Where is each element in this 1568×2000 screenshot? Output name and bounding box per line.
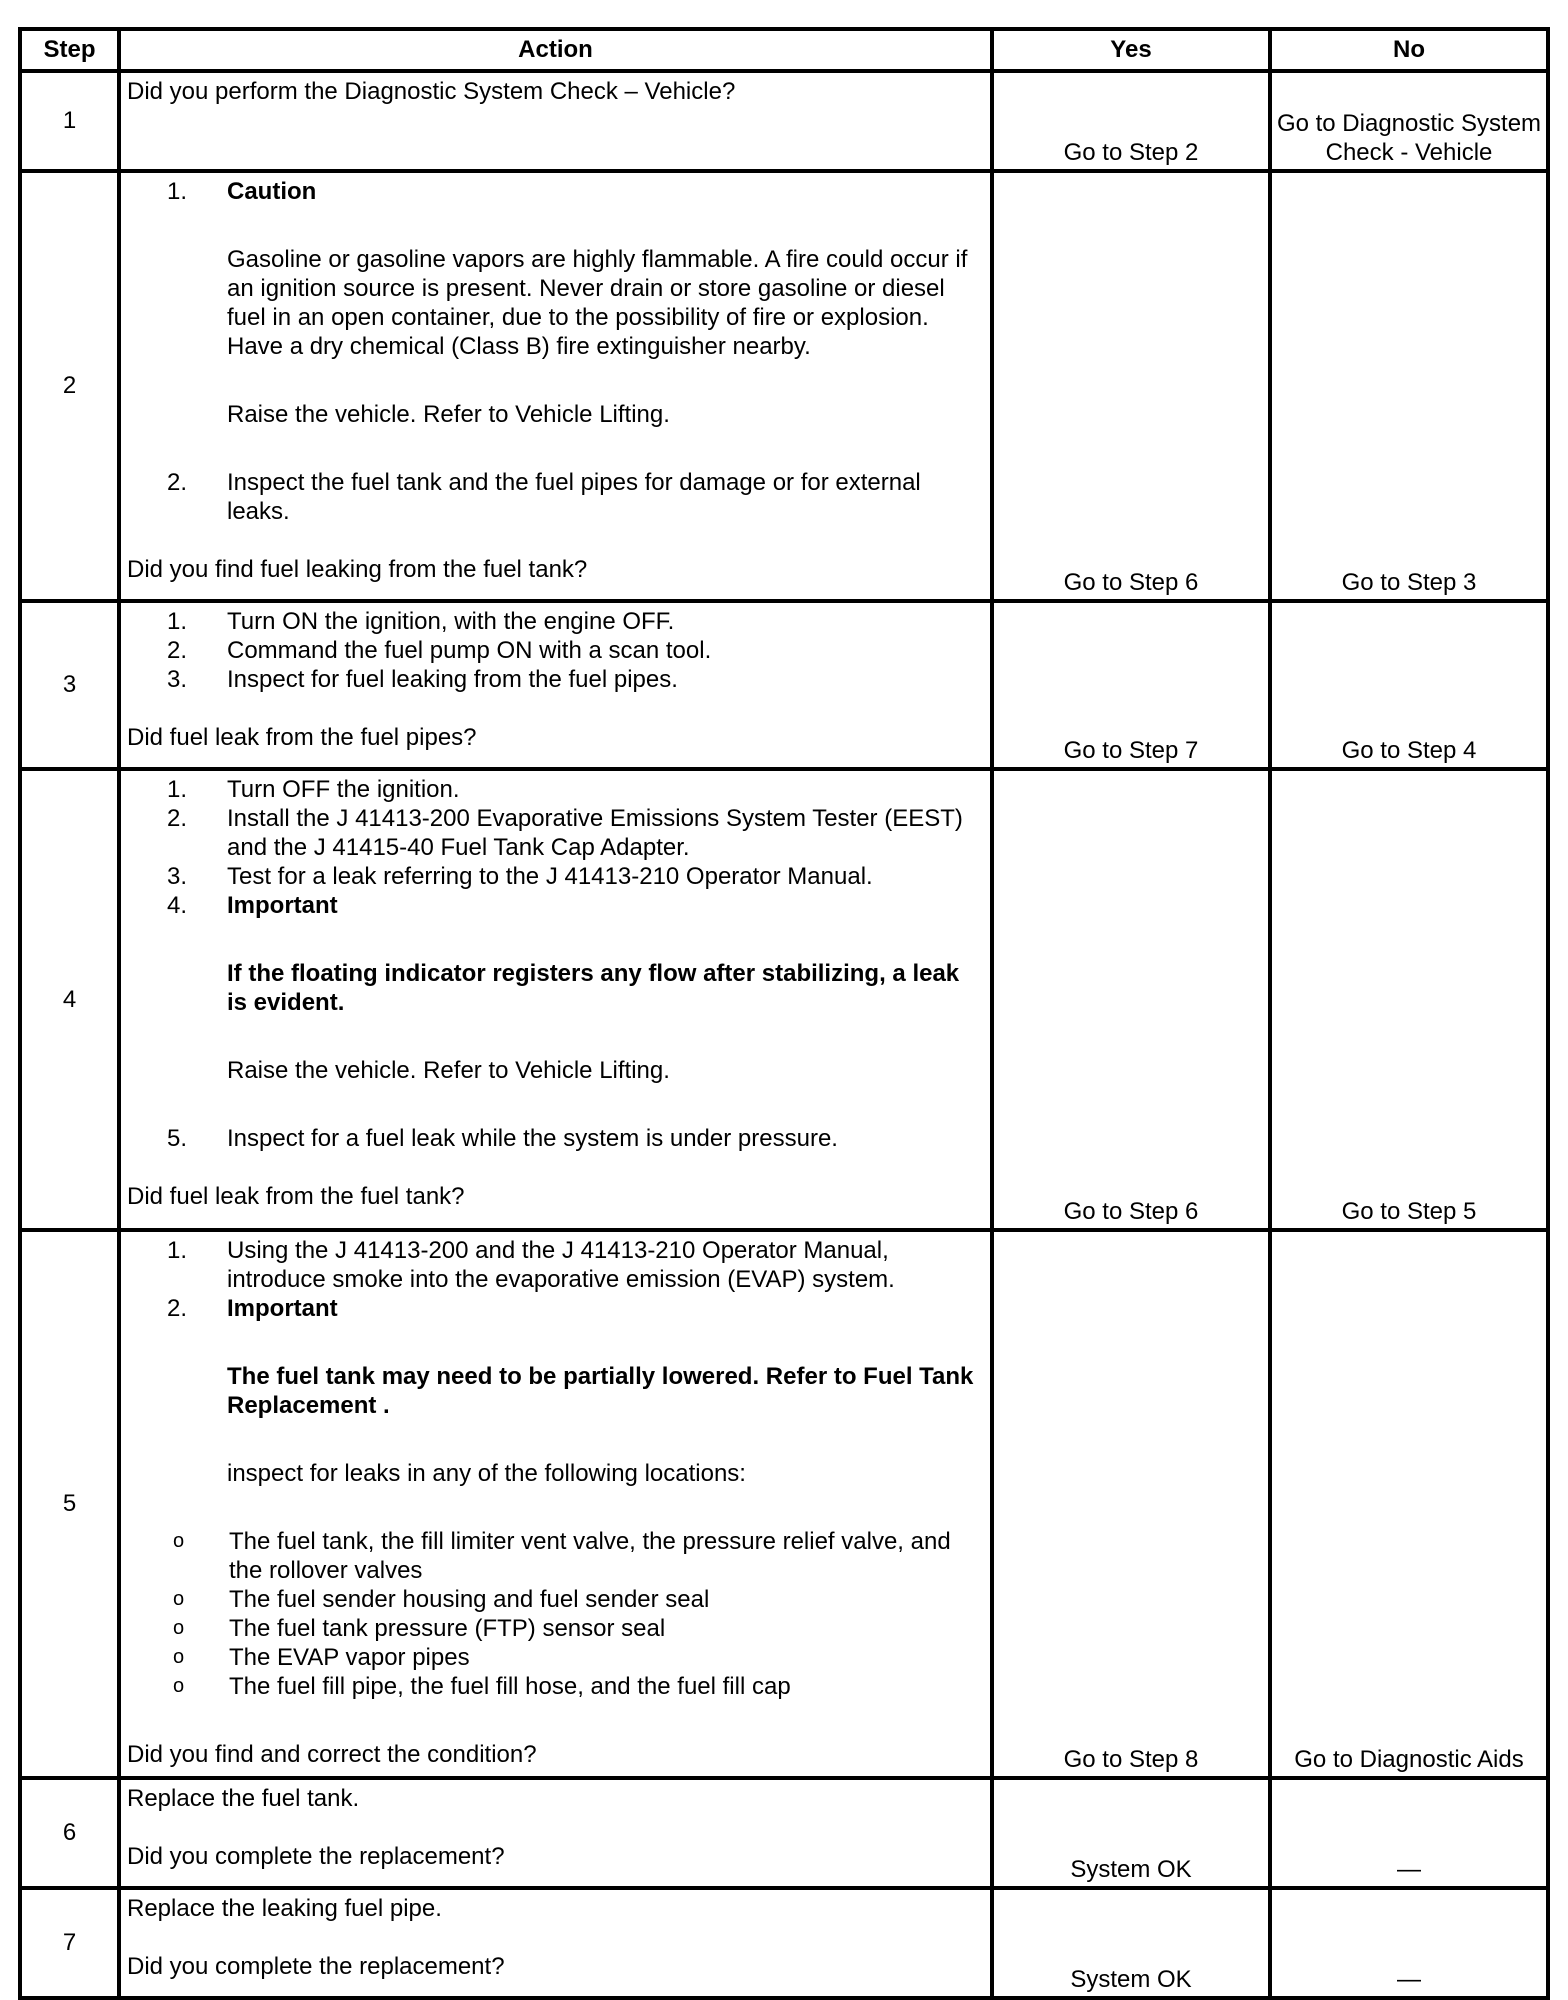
instruction-text: Turn ON the ignition, with the engine OFF. xyxy=(227,608,675,635)
list-item xyxy=(127,862,976,891)
bullet-icon: o xyxy=(173,1617,185,1639)
item-number: 3. xyxy=(167,863,188,890)
step-number: 7 xyxy=(20,1888,119,1998)
instruction-list xyxy=(127,1236,976,1527)
instruction-text: Inspect the fuel tank and the fuel pipes for damage or for external leaks. xyxy=(227,469,921,525)
no-cell: — xyxy=(1270,1778,1548,1888)
item-number: 2. xyxy=(167,637,188,664)
question: Did you find fuel leaking from the fuel tank? xyxy=(127,556,588,583)
location-item xyxy=(127,1672,976,1701)
instruction-list xyxy=(127,775,976,1153)
location-text: The fuel tank, the fill limiter vent valve, the pressure relief valve, and the rollover valves xyxy=(229,1528,951,1584)
important-title: Important xyxy=(227,1295,338,1322)
table-row-step-1 xyxy=(20,71,1548,171)
step-number: 3 xyxy=(20,601,119,769)
location-item xyxy=(127,1643,976,1672)
item-number: 2. xyxy=(167,1295,188,1322)
question: Did you find and correct the condition? xyxy=(127,1741,537,1768)
instruction-text: Command the fuel pump ON with a scan tool. xyxy=(227,637,712,664)
instruction-list xyxy=(127,177,976,526)
caution-title: Caution xyxy=(227,178,317,205)
list-item xyxy=(127,1124,976,1153)
list-item xyxy=(127,607,976,636)
yes-cell: System OK xyxy=(992,1888,1270,1998)
list-item xyxy=(127,1236,976,1294)
instruction-text: Raise the vehicle. Refer to Vehicle Lifting. xyxy=(227,1057,670,1084)
table-row-step-3 xyxy=(20,601,1548,769)
action-cell xyxy=(119,601,992,769)
no-cell: Go to Step 5 xyxy=(1270,769,1548,1230)
question: Did you complete the replacement? xyxy=(127,1953,505,1980)
instruction-text: Turn OFF the ignition. xyxy=(227,776,460,803)
location-text: The EVAP vapor pipes xyxy=(229,1644,470,1671)
important-text: If the floating indicator registers any flow after stabilizing, a leak is evident. xyxy=(227,960,960,1016)
item-number: 1. xyxy=(167,608,188,635)
item-number: 1. xyxy=(167,776,188,803)
instruction-text: Inspect for fuel leaking from the fuel pipes. xyxy=(227,666,678,693)
item-number: 4. xyxy=(167,892,188,919)
yes-cell: Go to Step 7 xyxy=(992,601,1270,769)
no-cell: — xyxy=(1270,1888,1548,1998)
location-list xyxy=(127,1527,976,1701)
table-row-step-5 xyxy=(20,1230,1548,1778)
no-cell: Go to Step 4 xyxy=(1270,601,1548,769)
item-number: 5. xyxy=(167,1125,188,1152)
header-yes: Yes xyxy=(992,29,1270,71)
instruction-text: Raise the vehicle. Refer to Vehicle Lifting. xyxy=(227,401,670,428)
action-cell xyxy=(119,769,992,1230)
instruction-text: Replace the fuel tank. xyxy=(127,1785,360,1812)
item-number: 3. xyxy=(167,666,188,693)
list-item xyxy=(127,468,976,526)
question: Did fuel leak from the fuel tank? xyxy=(127,1183,465,1210)
action-cell xyxy=(119,1230,992,1778)
step-number: 2 xyxy=(20,171,119,601)
table-row-step-6 xyxy=(20,1778,1548,1888)
action-cell xyxy=(119,171,992,601)
location-item xyxy=(127,1585,976,1614)
instruction-text: inspect for leaks in any of the following locations: xyxy=(227,1460,746,1487)
action-cell xyxy=(119,1888,992,1998)
important-title: Important xyxy=(227,892,338,919)
list-item xyxy=(127,177,976,468)
no-cell: Go to Diagnostic System Check - Vehicle xyxy=(1270,71,1548,171)
instruction-text: Inspect for a fuel leak while the system is under pressure. xyxy=(227,1125,838,1152)
list-item xyxy=(127,804,976,862)
table-row-step-4 xyxy=(20,769,1548,1230)
yes-cell: Go to Step 2 xyxy=(992,71,1270,171)
item-number: 2. xyxy=(167,469,188,496)
yes-cell: Go to Step 6 xyxy=(992,171,1270,601)
header-action: Action xyxy=(119,29,992,71)
instruction-list xyxy=(127,607,976,694)
question: Did you complete the replacement? xyxy=(127,1843,505,1870)
bullet-icon: o xyxy=(173,1675,185,1697)
question: Did fuel leak from the fuel pipes? xyxy=(127,724,477,751)
yes-cell: Go to Step 8 xyxy=(992,1230,1270,1778)
item-number: 2. xyxy=(167,805,188,832)
header-step: Step xyxy=(20,29,119,71)
step-number: 6 xyxy=(20,1778,119,1888)
table-header-row xyxy=(20,29,1548,71)
list-item xyxy=(127,665,976,694)
location-text: The fuel sender housing and fuel sender seal xyxy=(229,1586,710,1613)
no-cell: Go to Diagnostic Aids xyxy=(1270,1230,1548,1778)
instruction-text: Test for a leak referring to the J 41413-210 Operator Manual. xyxy=(227,863,873,890)
location-text: The fuel fill pipe, the fuel fill hose, and the fuel fill cap xyxy=(229,1673,791,1700)
question: Did you perform the Diagnostic System Check – Vehicle? xyxy=(127,78,736,105)
bullet-icon: o xyxy=(173,1646,185,1668)
list-item xyxy=(127,636,976,665)
location-text: The fuel tank pressure (FTP) sensor seal xyxy=(229,1615,666,1642)
list-item xyxy=(127,891,976,1124)
header-no: No xyxy=(1270,29,1548,71)
bullet-icon: o xyxy=(173,1530,185,1552)
table-row-step-7 xyxy=(20,1888,1548,1998)
table-row-step-2 xyxy=(20,171,1548,601)
step-number: 4 xyxy=(20,769,119,1230)
important-text: The fuel tank may need to be partially lowered. Refer to Fuel Tank Replacement . xyxy=(227,1363,974,1419)
bullet-icon: o xyxy=(173,1588,185,1610)
location-item xyxy=(127,1527,976,1585)
step-number: 5 xyxy=(20,1230,119,1778)
yes-cell: System OK xyxy=(992,1778,1270,1888)
instruction-text: Install the J 41413-200 Evaporative Emissions System Tester (EEST) and the J 41415-40 Fuel Tank Cap Adapter. xyxy=(227,805,963,861)
diagnostic-table xyxy=(18,27,1550,2000)
item-number: 1. xyxy=(167,178,188,205)
list-item xyxy=(127,775,976,804)
action-cell xyxy=(119,1778,992,1888)
instruction-text: Replace the leaking fuel pipe. xyxy=(127,1895,442,1922)
action-cell xyxy=(119,71,992,171)
step-number: 1 xyxy=(20,71,119,171)
yes-cell: Go to Step 6 xyxy=(992,769,1270,1230)
caution-text: Gasoline or gasoline vapors are highly flammable. A fire could occur if an ignition source is present. Never drain or store gasoline or diesel fuel in an open container, due to the possibility of fire or explosion. Have a dry chemical (Class B) fire extinguisher nearby. xyxy=(227,246,968,360)
list-item xyxy=(127,1294,976,1527)
location-item xyxy=(127,1614,976,1643)
no-cell: Go to Step 3 xyxy=(1270,171,1548,601)
item-number: 1. xyxy=(167,1237,188,1264)
instruction-text: Using the J 41413-200 and the J 41413-210 Operator Manual, introduce smoke into the evaporative emission (EVAP) system. xyxy=(227,1237,895,1293)
